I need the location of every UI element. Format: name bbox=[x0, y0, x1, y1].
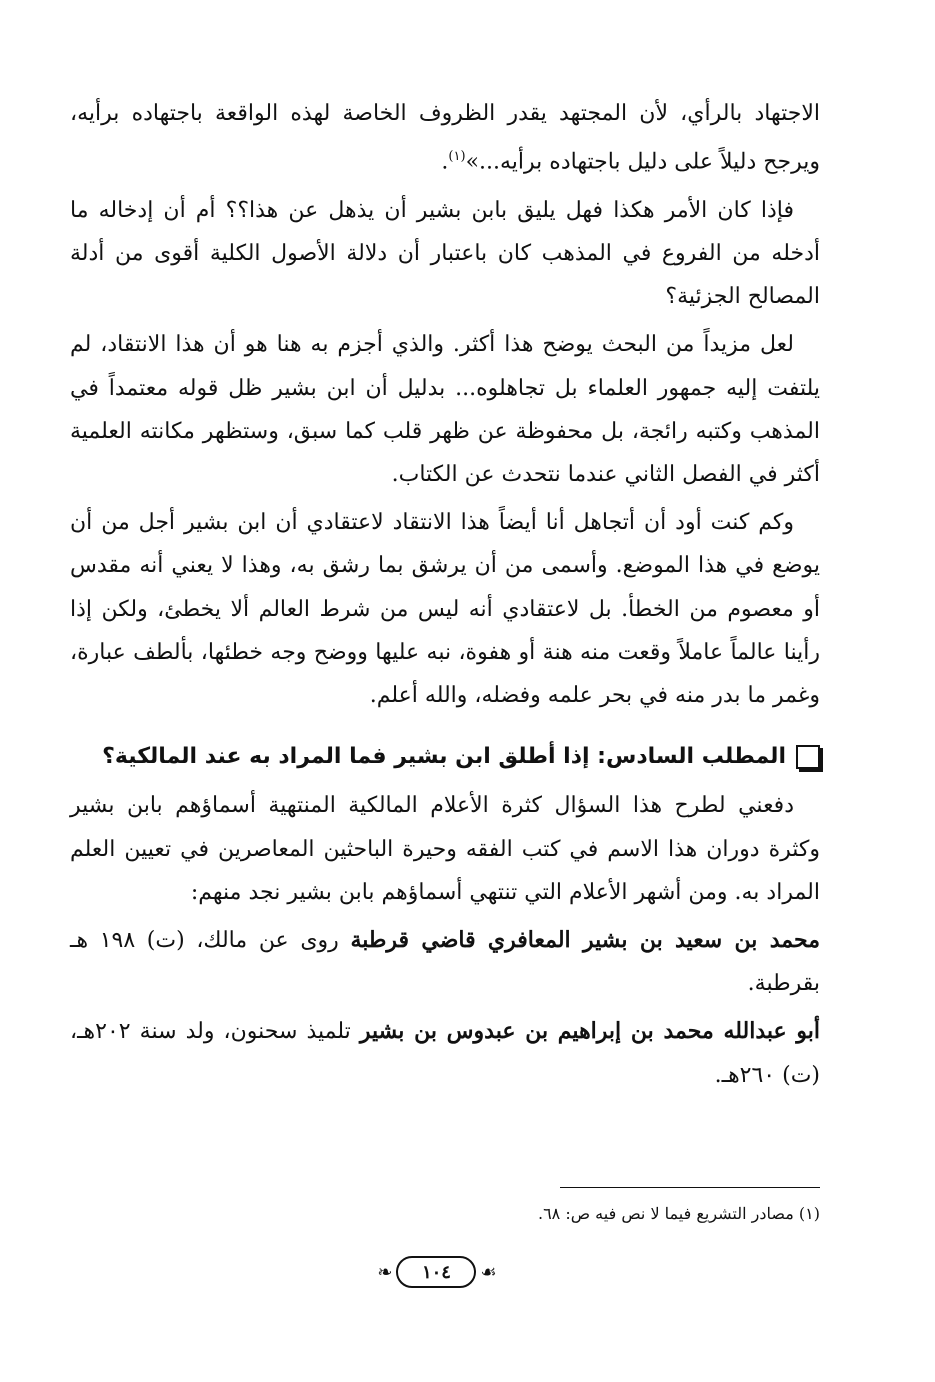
entry-1-rest: روى عن مالك، (ت) ١٩٨ هـ بقرطبة. bbox=[70, 927, 820, 997]
section-heading bbox=[70, 735, 820, 778]
page-body bbox=[70, 92, 820, 1102]
entry-1-name: محمد بن سعيد بن بشير المعافري قاضي قرطبة bbox=[350, 926, 820, 953]
square-bullet-icon bbox=[796, 745, 820, 769]
paragraph-3: لعل مزيداً من البحث يوضح هذا أكثر. والذي أجزم به هنا هو أن هذا الانتقاد، لم يلتفت إليه جمهور العلماء بل تجاهلوه... بدليل أن ابن بشير ظل قوله معتمداً في المذهب وكتبه رائجة، بل محفوظة عن ظهر قلب كما سبق، وستظهر مكانته العلمية أكثر في الفصل الثاني عندما نتحدث عن الكتاب. bbox=[70, 332, 820, 487]
entry-2-name: أبو عبدالله محمد بن إبراهيم بن عبدوس بن بشير bbox=[359, 1018, 820, 1045]
entry-2 bbox=[70, 1010, 820, 1096]
paragraph-4: وكم كنت أود أن أتجاهل أنا أيضاً هذا الانتقاد لاعتقادي أن ابن بشير أجل من أن يوضع في هذا الموضع. وأسمى من أن يرشق بما رشق به، وهذا لا يعني أنه مقدس أو معصوم من الخطأ. بل لاعتقادي أنه ليس من شرط العالم ألا يخطئ، ولكن إذا رأينا عالماً عاملاً وقعت منه هنة أو هفوة، نبه عليها ووضح وجه خطئها، بألطف عبارة، وغمر ما بدر منه في بحر علمه وفضله، والله أعلم. bbox=[70, 510, 820, 708]
entry-1 bbox=[70, 919, 820, 1005]
paragraph-2: فإذا كان الأمر هكذا فهل يليق بابن بشير أن يذهل عن هذا؟؟ أم أن إدخاله ما أدخله من الفروع في المذهب كان باعتبار أن دلالة الأصول الكلية أقوى من أدلة المصالح الجزئية؟ bbox=[70, 197, 820, 310]
page-number-box bbox=[367, 1254, 507, 1290]
entry-2-rest: تلميذ سحنون، ولد سنة ٢٠٢هـ، (ت) ٢٦٠هـ. bbox=[70, 1019, 820, 1088]
section-heading-text: المطلب السادس: إذا أطلق ابن بشير فما المراد به عند المالكية؟ bbox=[102, 744, 786, 770]
paragraph-1-text: الاجتهاد بالرأي، لأن المجتهد يقدر الظروف الخاصة لهذه الواقعة باجتهاده برأيه، ويرجح دليلاً على دليل باجتهاده برأيه...» bbox=[70, 101, 820, 175]
page-number: ١٠٤ bbox=[396, 1256, 476, 1288]
footnote-divider bbox=[560, 1187, 820, 1188]
paragraph-5: دفعني لطرح هذا السؤال كثرة الأعلام المالكية المنتهية أسماؤهم بابن بشير وكثرة دوران هذا الاسم في كتب الفقه وحيرة الباحثين المعاصرين في تعيين العلم المراد به. ومن أشهر الأعلام التي تنتهي أسماؤهم بابن بشير نجد منهم: bbox=[70, 793, 820, 905]
paragraph-1-tail: . bbox=[441, 149, 449, 175]
paragraph-1 bbox=[70, 92, 820, 184]
ornament-left-icon: ❧ bbox=[377, 1261, 393, 1283]
footnote: (١) مصادر التشريع فيما لا نص فيه ص: ٦٨. bbox=[537, 1204, 820, 1223]
ornament-right-icon: ☙ bbox=[480, 1261, 497, 1283]
footnote-ref: (١) bbox=[448, 149, 466, 165]
